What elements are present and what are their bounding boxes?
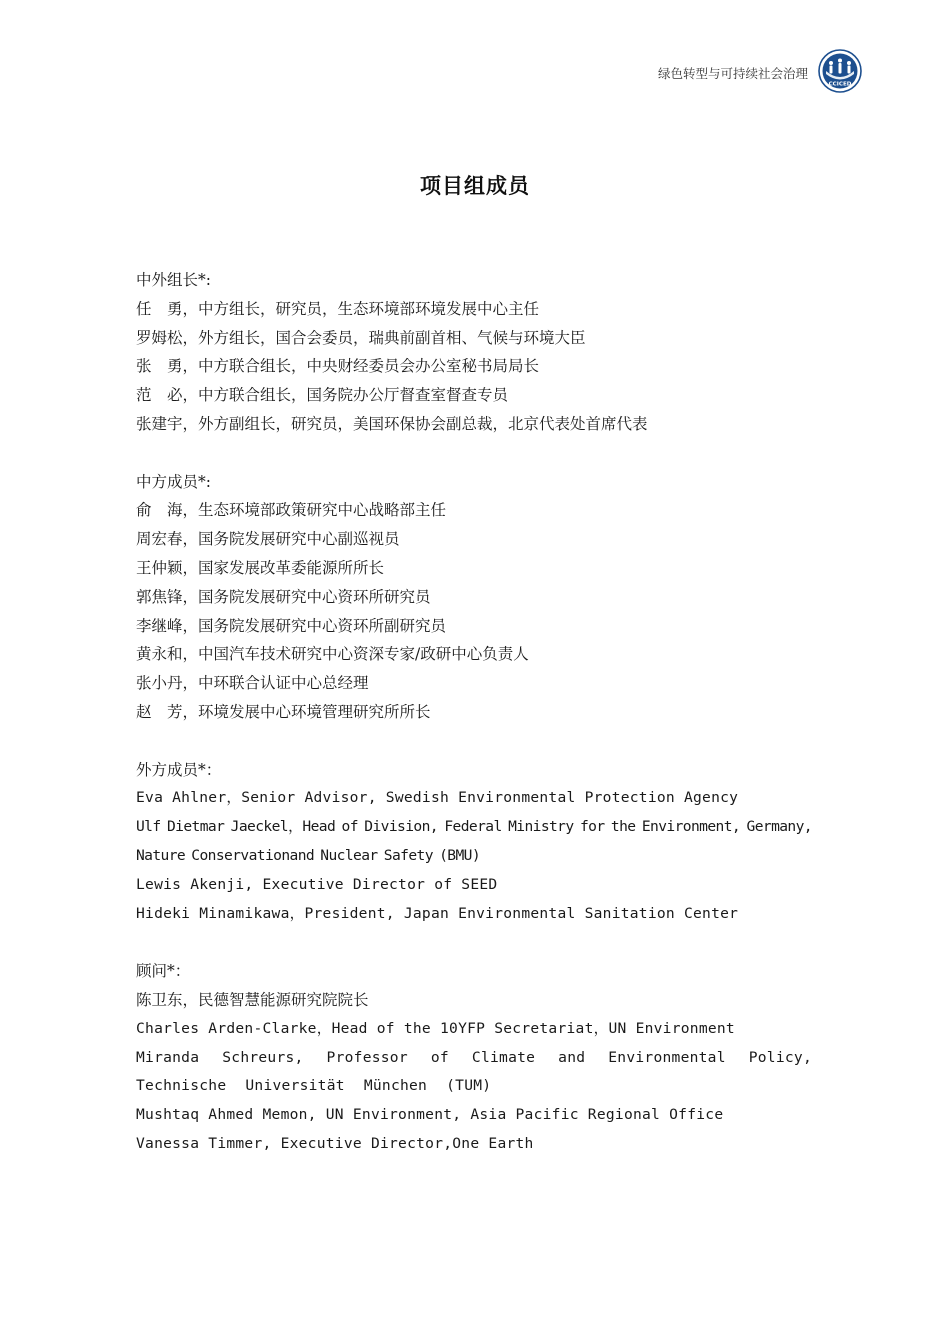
list-item: 张小丹，中环联合认证中心总经理: [136, 674, 369, 693]
list-item: Hideki Minamikawa，President, Japan Environmental Sanitation Center: [136, 904, 739, 922]
list-item: 张建宇，外方副组长，研究员，美国环保协会副总裁，北京代表处首席代表: [136, 414, 648, 433]
foreign-members-section: [136, 756, 812, 929]
list-item: 周宏春，国务院发展研究中心副巡视员: [136, 530, 400, 549]
section-heading: 顾问*：: [136, 962, 191, 981]
list-item: 罗姆松，外方组长，国合会委员，瑞典前副首相、气候与环境大臣: [136, 328, 586, 347]
logo-label: CCICED: [828, 81, 852, 88]
cciced-logo-icon: [818, 49, 862, 93]
list-item: 郭焦锋，国务院发展研究中心资环所研究员: [136, 587, 431, 606]
list-item: Eva Ahlner，Senior Advisor, Swedish Environmental Protection Agency: [136, 789, 739, 807]
list-item: Miranda Schreurs, Professor of Climate and Environmental Policy, Technische Universität München (TUM): [136, 1048, 812, 1095]
document-body: [136, 266, 812, 1188]
list-item: 王仲颖，国家发展改革委能源所所长: [136, 558, 385, 577]
section-heading: 外方成员*：: [136, 760, 222, 779]
list-item: 黄永和，中国汽车技术研究中心资深专家/政研中心负责人: [136, 645, 529, 664]
list-item: Lewis Akenji, Executive Director of SEED: [136, 875, 498, 893]
list-item: 陈卫东，民德智慧能源研究院院长: [136, 990, 369, 1009]
list-item: 张 勇，中方联合组长，中央财经委员会办公室秘书局局长: [136, 357, 540, 376]
advisors-section: [136, 957, 812, 1159]
list-item: Mushtaq Ahmed Memon, UN Environment, Asia Pacific Regional Office: [136, 1106, 724, 1124]
list-item: Vanessa Timmer, Executive Director,One Earth: [136, 1134, 534, 1152]
list-item: 俞 海，生态环境部政策研究中心战略部主任: [136, 501, 447, 520]
list-item: 赵 芳，环境发展中心环境管理研究所所长: [136, 702, 431, 721]
list-item: 范 必，中方联合组长，国务院办公厅督查室督查专员: [136, 386, 509, 405]
leaders-section: [136, 266, 812, 439]
list-item: Charles Arden-Clarke，Head of the 10YFP Secretariat，UN Environment: [136, 1019, 735, 1037]
section-heading: 中外组长*:: [136, 271, 211, 289]
section-heading: 中方成员*:: [136, 472, 211, 491]
header-tagline: 绿色转型与可持续社会治理: [657, 66, 808, 81]
chinese-members-section: [136, 468, 812, 727]
list-item: 李继峰，国务院发展研究中心资环所副研究员: [136, 616, 447, 635]
page-title: 项目组成员: [420, 174, 530, 198]
list-item: Ulf Dietmar Jaeckel，Head of Division, Federal Ministry for the Environment, Germany, Nature Conservationand Nuclear Safety (BMU): [136, 818, 812, 864]
list-item: 任 勇，中方组长，研究员，生态环境部环境发展中心主任: [136, 299, 540, 318]
